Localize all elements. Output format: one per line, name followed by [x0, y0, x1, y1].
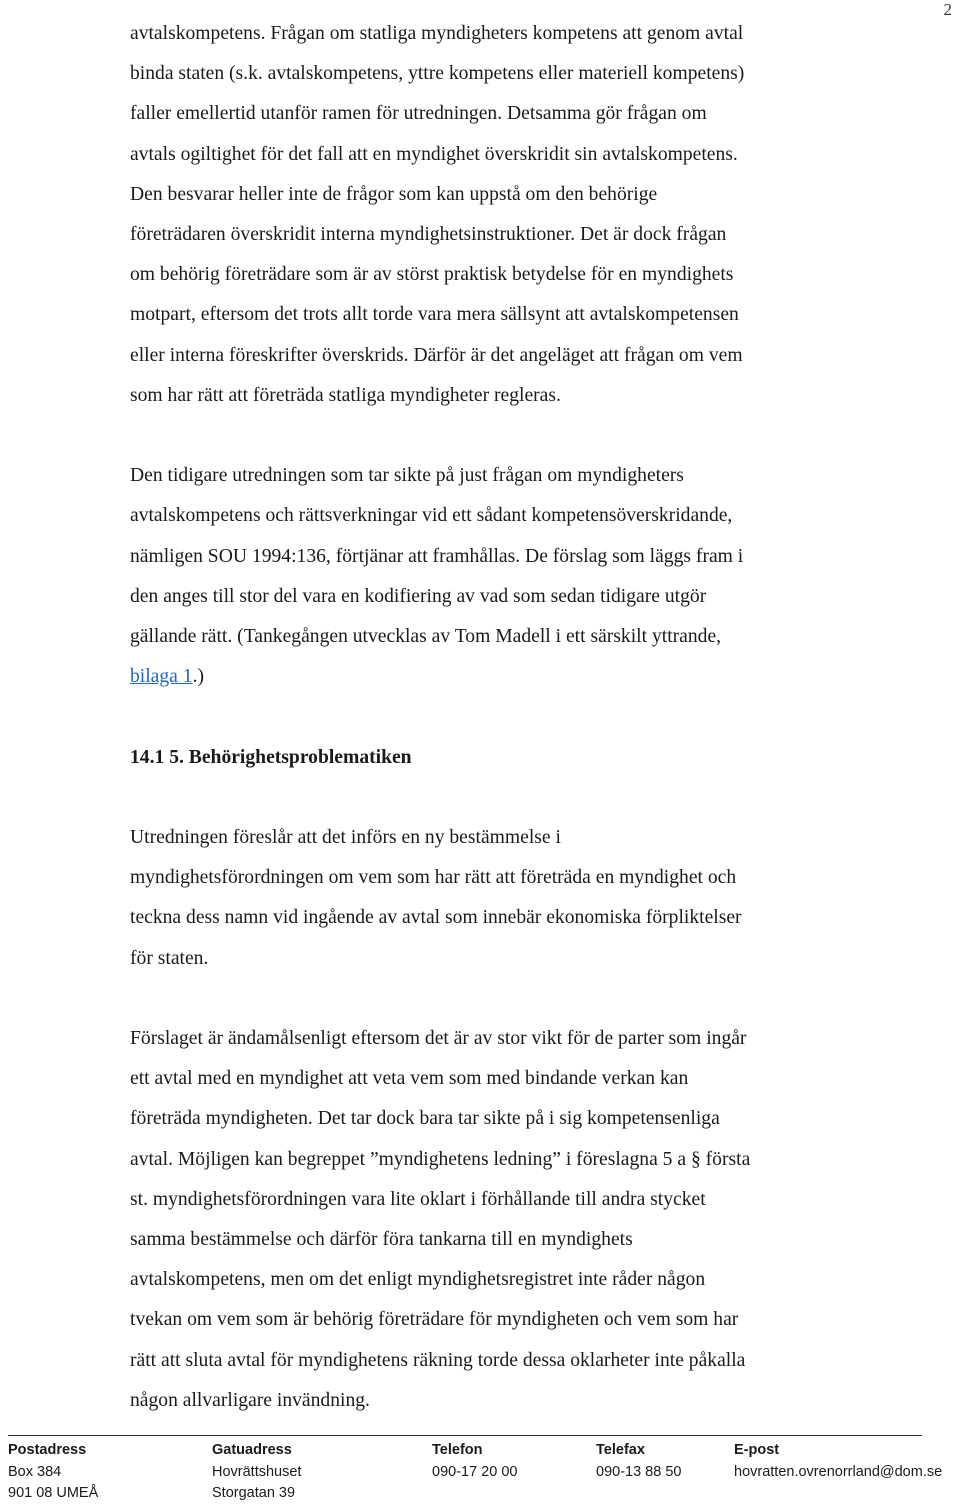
text-line: Utredningen föreslår att det införs en ny bestämmelse i: [130, 827, 561, 849]
paragraph-spacer: [130, 778, 930, 818]
text-line: någon allvarligare invändning.: [130, 1389, 370, 1411]
text-line: ett avtal med en myndighet att veta vem som med bindande verkan kan: [130, 1068, 689, 1090]
link-suffix: .): [192, 666, 205, 688]
text-line: avtals ogiltighet för det fall att en myndighet överskridit sin avtalskompetens.: [130, 143, 738, 165]
text-line: den anges till stor del vara en kodifiering av vad som sedan tidigare utgör: [130, 585, 707, 607]
text-line: myndighetsförordningen om vem som har rätt att företräda en myndighet och: [130, 867, 737, 889]
paragraph-1: [130, 14, 930, 416]
text-line: rätt att sluta avtal för myndighetens räkning torde dessa oklarheter inte påkalla: [130, 1349, 746, 1371]
paragraph-spacer: [130, 416, 930, 456]
paragraph-3: [130, 818, 930, 979]
paragraph-2: [130, 456, 930, 697]
footer-value: 901 08 UMEÅ: [8, 1485, 99, 1501]
text-line: eller interna föreskrifter överskrids. Därför är det angeläget att frågan om vem: [130, 344, 743, 366]
footer-label: Gatuadress: [212, 1442, 292, 1458]
text-line: faller emellertid utanför ramen för utredningen. Detsamma gör frågan om: [130, 103, 707, 125]
footer-value: Storgatan 39: [212, 1485, 296, 1501]
footer-value: Hovrättshuset: [212, 1464, 302, 1480]
footer-label: Postadress: [8, 1442, 87, 1458]
footer-email[interactable]: hovratten.ovrenorrland@dom.se: [734, 1464, 943, 1480]
text-line: st. myndighetsförordningen vara lite oklart i förhållande till andra stycket: [130, 1188, 706, 1210]
text-line: om behörig företrädare som är av störst praktisk betydelse för en myndighets: [130, 264, 734, 286]
text-line: avtalskompetens, men om det enligt myndighetsregistret inte råder någon: [130, 1269, 706, 1291]
footer-epost: [734, 1440, 942, 1483]
text-line: Den tidigare utredningen som tar sikte på just frågan om myndigheters: [130, 465, 684, 487]
text-line: avtalskompetens. Frågan om statliga myndigheters kompetens att genom avtal: [130, 23, 744, 44]
text-line: binda staten (s.k. avtalskompetens, yttre kompetens eller materiell kompetens): [130, 63, 745, 85]
footer-postadress: [8, 1440, 98, 1504]
text-line-with-link: [130, 657, 930, 697]
footer-gatuadress: [212, 1440, 301, 1504]
text-line: för staten.: [130, 947, 209, 969]
paragraph-4: [130, 1019, 930, 1421]
text-line: företrädaren överskridit interna myndighetsinstruktioner. Det är dock frågan: [130, 224, 727, 246]
footer-label: E-post: [734, 1442, 780, 1458]
footer-value: Box 384: [8, 1464, 62, 1480]
text-line: samma bestämmelse och därför föra tankarna till en myndighets: [130, 1229, 633, 1251]
text-line: som har rätt att företräda statliga myndigheter regleras.: [130, 384, 561, 406]
section-heading: 14.1 5. Behörighetsproblematiken: [130, 746, 412, 768]
footer-label: Telefon: [432, 1442, 483, 1458]
paragraph-spacer: [130, 979, 930, 1019]
text-line: företräda myndigheten. Det tar dock bara tar sikte på i sig kompetensenliga: [130, 1108, 720, 1130]
footer-telefon: [432, 1440, 517, 1483]
text-line: gällande rätt. (Tankegången utvecklas av Tom Madell i ett särskilt yttrande,: [130, 626, 722, 648]
text-line: Förslaget är ändamålsenligt eftersom det är av stor vikt för de parter som ingår: [130, 1028, 747, 1050]
text-line: tvekan om vem som är behörig företrädare för myndigheten och vem som har: [130, 1309, 739, 1331]
footer-divider: [8, 1435, 922, 1436]
text-line: nämligen SOU 1994:136, förtjänar att framhållas. De förslag som läggs fram i: [130, 545, 744, 567]
text-line: Den besvarar heller inte de frågor som kan uppstå om den behörige: [130, 183, 658, 205]
footer-value: 090-17 20 00: [432, 1464, 518, 1480]
text-line: avtalskompetens och rättsverkningar vid ett sådant kompetensöverskridande,: [130, 505, 733, 527]
document-body: [130, 14, 930, 1421]
attachment-link[interactable]: bilaga 1: [130, 666, 193, 688]
footer-value: 090-13 88 50: [596, 1464, 682, 1480]
text-line: teckna dess namn vid ingående av avtal som innebär ekonomiska förpliktelser: [130, 907, 742, 929]
footer-telefax: [596, 1440, 681, 1483]
text-line: motpart, eftersom det trots allt torde vara mera sällsynt att avtalskompetensen: [130, 304, 739, 326]
page-number: 2: [943, 0, 952, 19]
text-line: avtal. Möjligen kan begreppet ”myndighetens ledning” i föreslagna 5 a § första: [130, 1148, 751, 1170]
footer-label: Telefax: [596, 1442, 645, 1458]
paragraph-spacer: [130, 697, 930, 737]
